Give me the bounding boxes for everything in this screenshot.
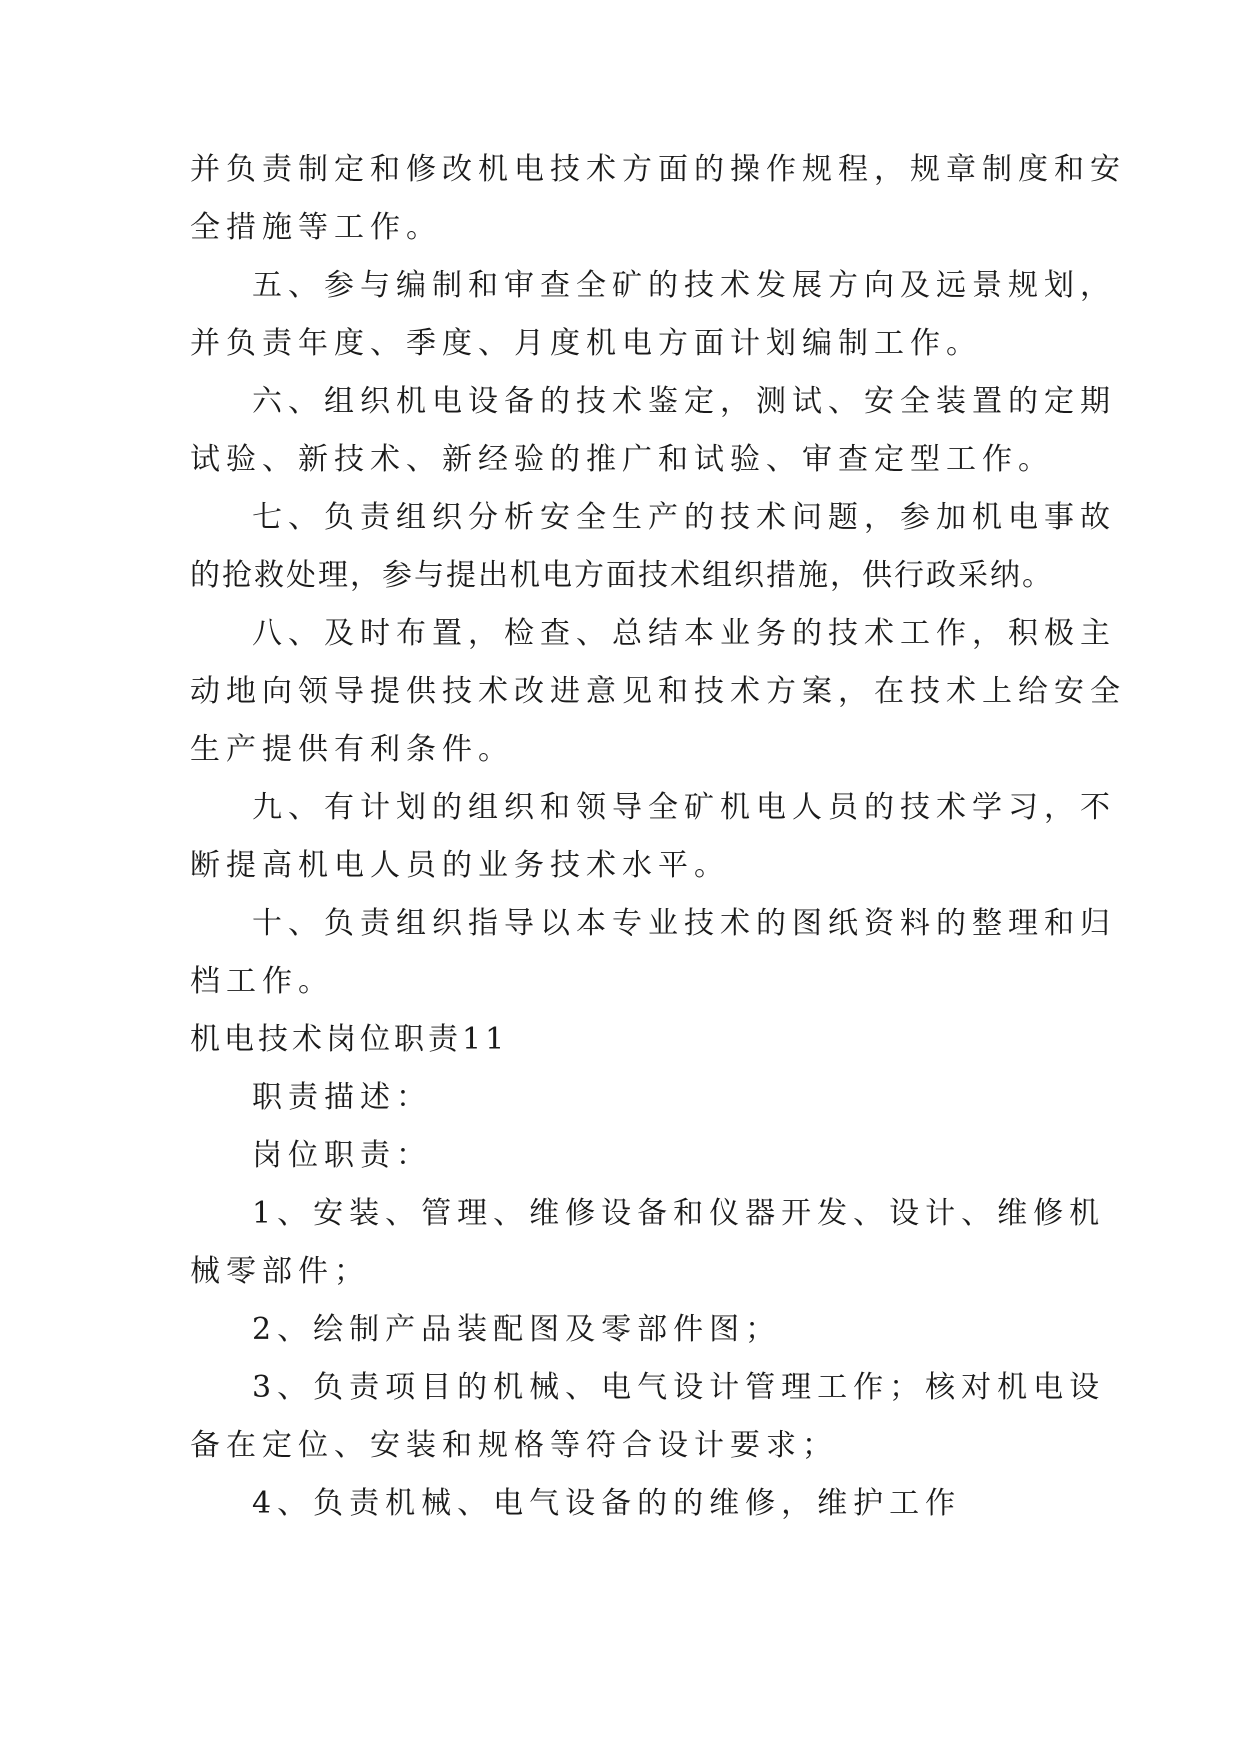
paragraph-item-7: 七、负责组织分析安全生产的技术问题，参加机电事故	[252, 500, 1116, 535]
text-line: 试验、新技术、新经验的推广和试验、审查定型工作。	[190, 442, 1054, 477]
duty-item-4: 4、负责机械、电气设备的的维修，维护工作	[252, 1486, 962, 1521]
paragraph-item-8: 八、及时布置，检查、总结本业务的技术工作，积极主	[252, 616, 1116, 651]
text-line: 断提高机电人员的业务技术水平。	[190, 848, 730, 883]
job-description-label: 职责描述：	[252, 1080, 432, 1115]
text-line: 全措施等工作。	[190, 210, 442, 245]
text-line: 档工作。	[190, 964, 334, 999]
text-line: 动地向领导提供技术改进意见和技术方案，在技术上给安全	[190, 674, 1126, 709]
text-line: 并负责年度、季度、月度机电方面计划编制工作。	[190, 326, 982, 361]
paragraph-item-6: 六、组织机电设备的技术鉴定，测试、安全装置的定期	[252, 384, 1116, 419]
text-line: 并负责制定和修改机电技术方面的操作规程，规章制度和安	[190, 152, 1126, 187]
duty-item-1: 1、安装、管理、维修设备和仪器开发、设计、维修机	[252, 1196, 1106, 1231]
duty-item-2: 2、绘制产品装配图及零部件图；	[252, 1312, 782, 1347]
text-line: 备在定位、安装和规格等符合设计要求；	[190, 1428, 838, 1463]
section-heading: 机电技术岗位职责11	[190, 1022, 509, 1057]
paragraph-item-10: 十、负责组织指导以本专业技术的图纸资料的整理和归	[252, 906, 1116, 941]
paragraph-item-5: 五、参与编制和审查全矿的技术发展方向及远景规划，	[252, 268, 1116, 303]
text-line: 生产提供有利条件。	[190, 732, 514, 767]
text-line: 的抢救处理，参与提出机电方面技术组织措施，供行政采纳。	[190, 558, 1054, 593]
paragraph-item-9: 九、有计划的组织和领导全矿机电人员的技术学习，不	[252, 790, 1116, 825]
duty-item-3: 3、负责项目的机械、电气设计管理工作；核对机电设	[252, 1370, 1106, 1405]
job-duties-label: 岗位职责：	[252, 1138, 432, 1173]
text-line: 械零部件；	[190, 1254, 370, 1289]
